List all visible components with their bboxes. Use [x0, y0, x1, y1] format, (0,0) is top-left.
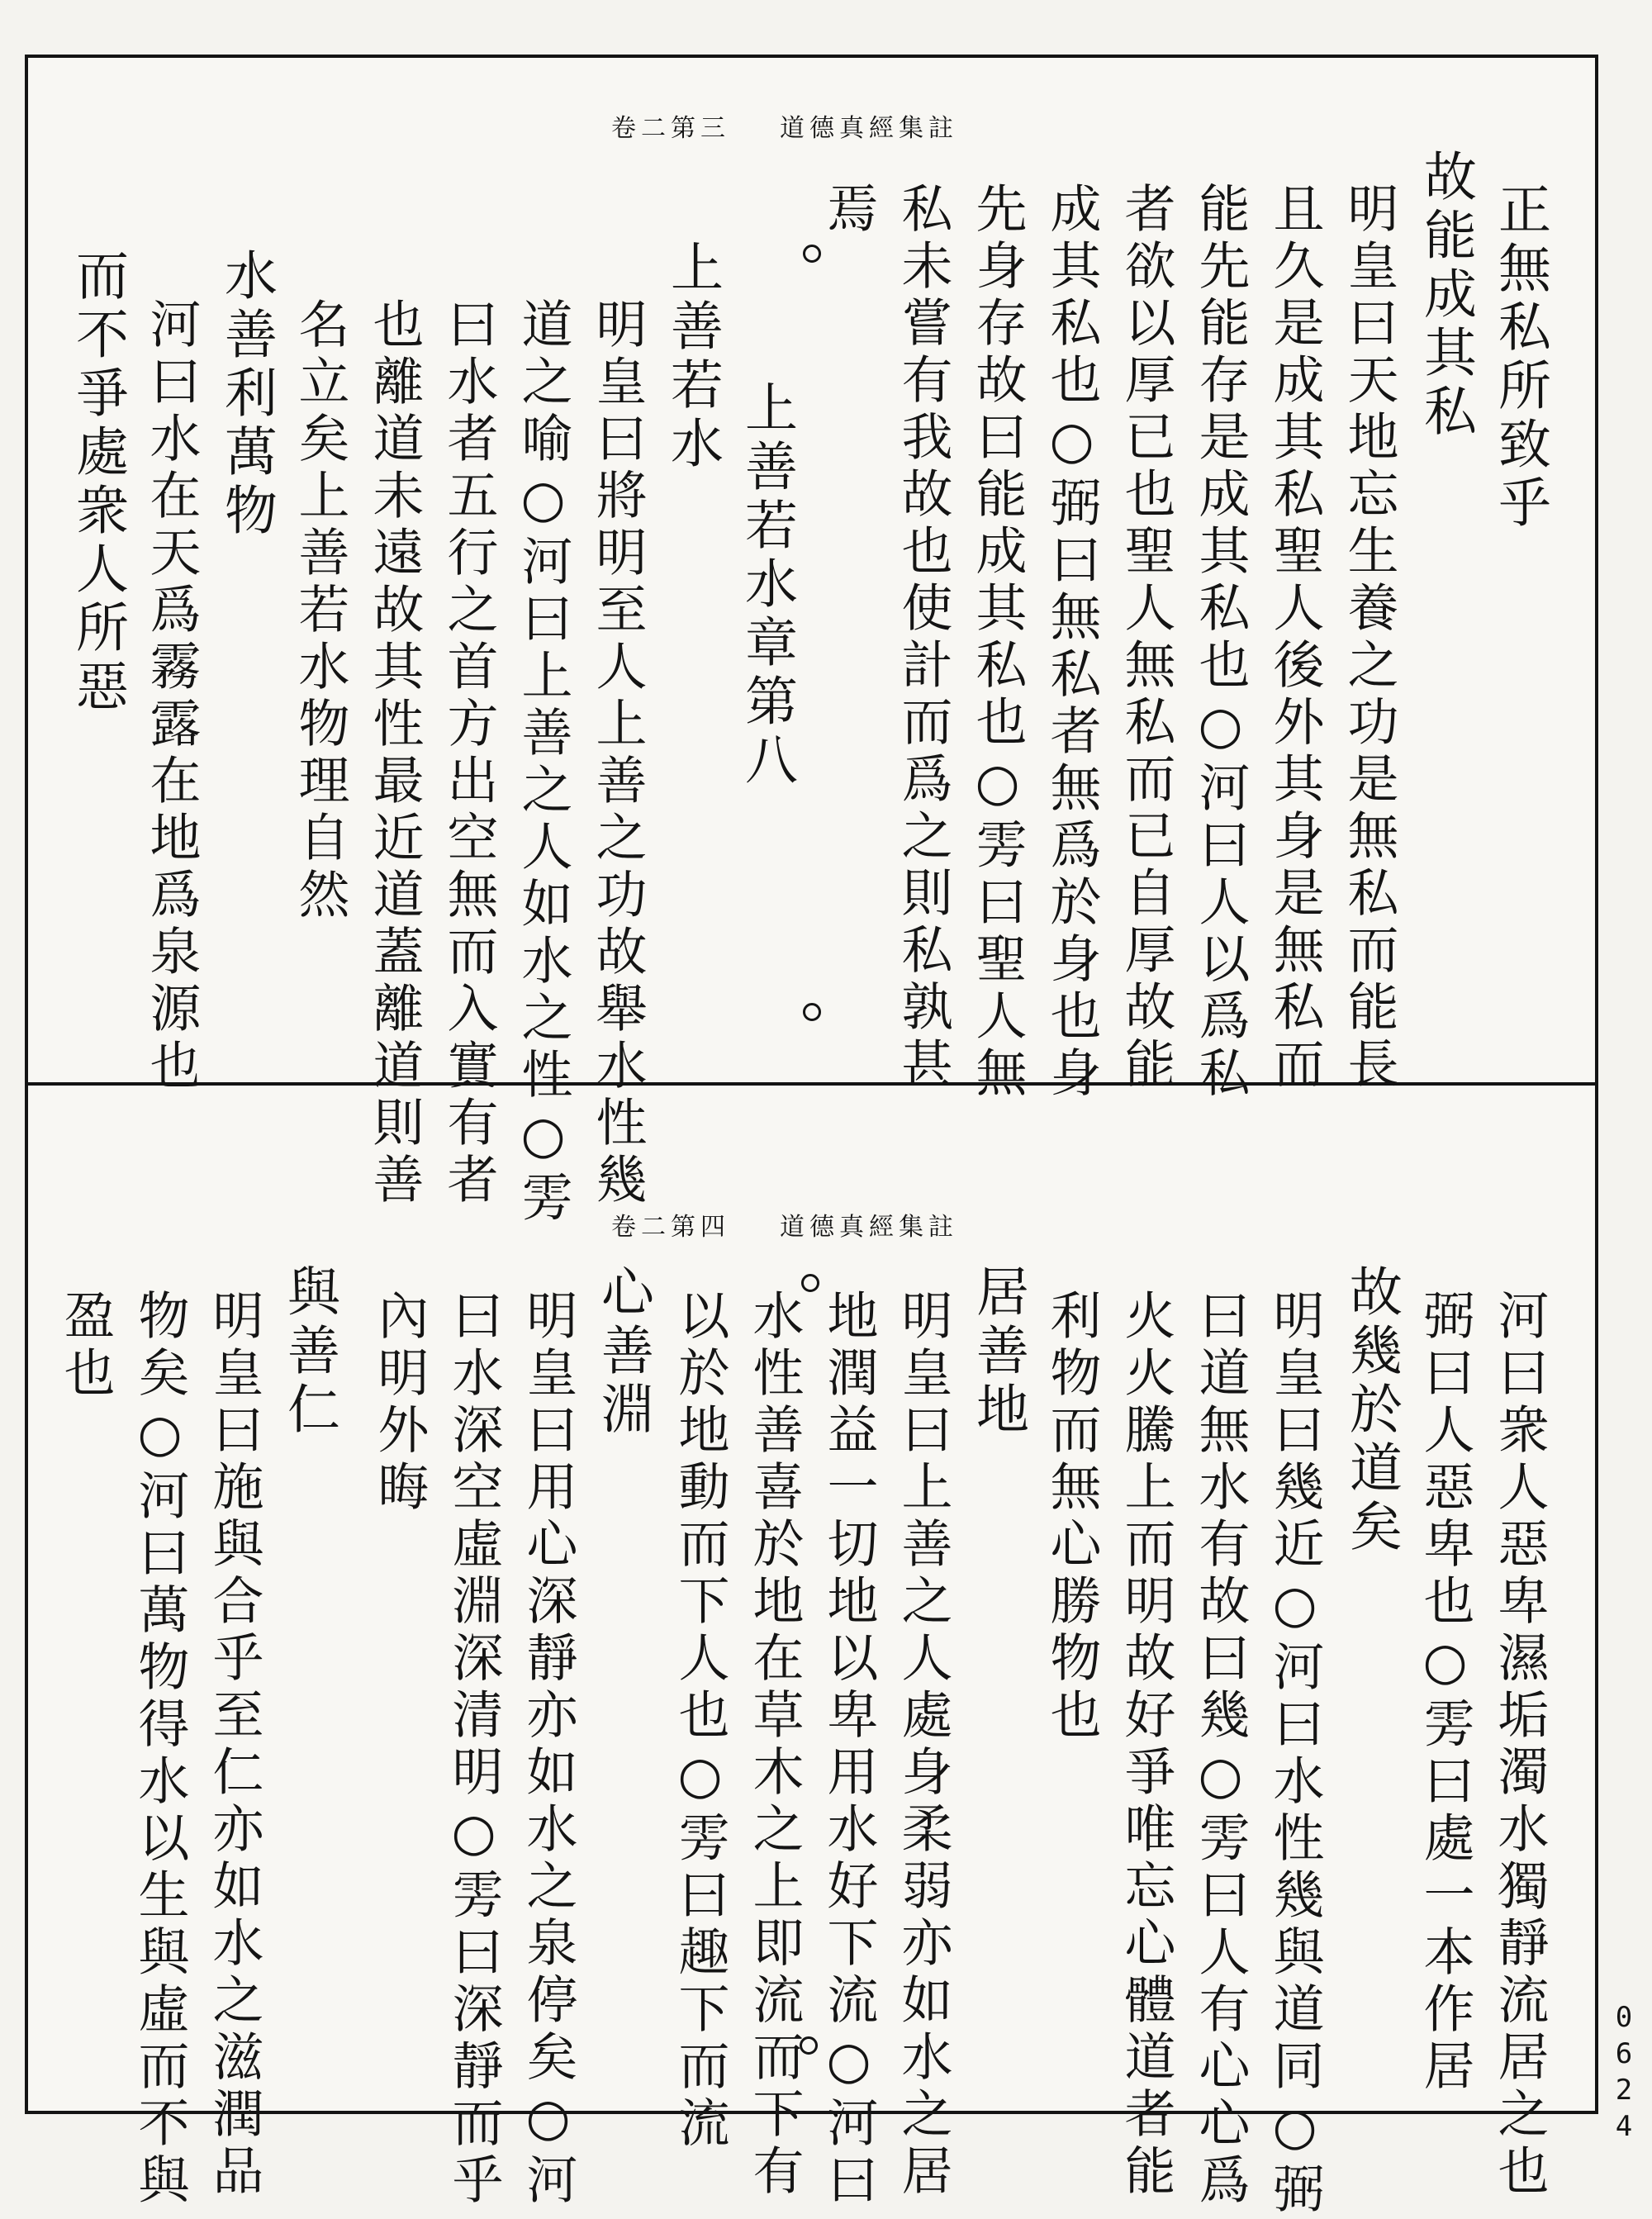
page-number-digit: 6 [1615, 2037, 1633, 2070]
bottom-col-5: 曰道無水有故曰幾○雱曰人有心心爲 [1190, 1289, 1251, 2210]
bottom-col-18: 明皇曰施與合乎至仁亦如水之滋潤品 [204, 1289, 264, 2201]
top-circle-mark [803, 245, 821, 263]
bottom-col-12: 以於地動而下人也○雱曰趣下而流 [670, 1289, 730, 2153]
bottom-col-1: 河曰衆人惡卑濕垢濁水獨靜流居之也 [1489, 1289, 1550, 2201]
top-running-header [611, 107, 958, 144]
top-col-4: 且久是成其私聖人後外其身是無私而 [1265, 182, 1325, 1094]
top-header-title: 道德真經集註 [780, 114, 958, 143]
bottom-col-6: 火火騰上而明故好爭唯忘心體道者能 [1116, 1289, 1176, 2201]
bottom-col-16: 內明外晦 [369, 1289, 430, 1517]
top-col-15: 曰水者五行之首方出空無而入實有者 [439, 297, 499, 1209]
top-col-9: 私未嘗有我故也使計而爲之則私孰甚 [893, 182, 953, 1094]
bottom-col-2: 弼曰人惡卑也○雱曰處一本作居 [1415, 1289, 1475, 2096]
top-col-12: 上善若水 [662, 240, 723, 474]
top-col-19: 河曰水在天爲霧露在地爲泉源也 [141, 297, 202, 1095]
top-col-20: 而不爭處衆人所惡 [67, 248, 128, 717]
bottom-header-title: 道德真經集註 [780, 1213, 958, 1242]
bottom-col-8: 居善地 [967, 1264, 1028, 1440]
page-number-digit: 2 [1615, 2074, 1633, 2107]
bottom-col-4: 明皇曰幾近○河曰水性幾與道同○弼 [1265, 1289, 1325, 2219]
page-number [1609, 1999, 1639, 2145]
top-col-18: 水善利萬物 [216, 248, 277, 541]
bottom-col-15: 曰水深空虛淵深清明○雱曰深靜而乎 [444, 1289, 504, 2210]
top-circle-mark [803, 1003, 821, 1021]
top-col-14: 道之喻○河曰上善之人如水之性○雱 [513, 297, 573, 1228]
top-col-16: 也離道未遠故其性最近道蓋離道則善 [364, 297, 425, 1209]
bottom-circle-mark [800, 2036, 818, 2055]
bottom-running-header [611, 1206, 958, 1243]
top-chapter-title: 上善若水章第八 [736, 380, 797, 791]
bottom-col-14: 明皇曰用心深靜亦如水之泉停矣○河 [518, 1289, 578, 2210]
bottom-col-3: 故幾於道矣 [1341, 1264, 1402, 1557]
bottom-col-9: 明皇曰上善之人處身柔弱亦如水之居 [893, 1289, 953, 2201]
top-col-17: 名立矣上善若水物理自然 [290, 297, 350, 924]
top-col-2: 故能成其私 [1415, 149, 1476, 442]
bottom-col-17: 與善仁 [278, 1264, 339, 1440]
bottom-col-11: 水性善喜於地在草木之上即流而下有 [744, 1289, 805, 2201]
bottom-col-19: 物矣○河曰萬物得水以生與虛而不與 [130, 1289, 190, 2210]
bottom-circle-mark [801, 1274, 819, 1292]
top-col-3: 明皇曰天地忘生養之功是無私而能長 [1339, 182, 1399, 1094]
top-col-7: 成其私也○弼曰無私者無爲於身也身 [1042, 182, 1102, 1103]
top-col-13: 明皇曰將明至人上善之功故舉水性幾 [587, 297, 648, 1209]
page-number-digit: 0 [1615, 2001, 1633, 2034]
top-col-10: 焉 [819, 182, 879, 239]
bottom-header-volume: 卷二第四 [611, 1213, 730, 1242]
bottom-col-10: 地潤益一切地以卑用水好下流○河曰 [819, 1289, 879, 2210]
bottom-col-20: 盈也 [55, 1289, 116, 1403]
top-col-6: 者欲以厚已也聖人無私而已自厚故能 [1116, 182, 1176, 1094]
top-col-1: 正無私所致乎 [1489, 182, 1550, 534]
top-header-volume: 卷二第三 [611, 114, 730, 143]
top-col-8: 先身存故曰能成其私也○雱曰聖人無 [967, 182, 1028, 1103]
bottom-col-13: 心善淵 [592, 1264, 653, 1440]
page-number-digit: 4 [1615, 2110, 1633, 2143]
bottom-col-7: 利物而無心勝物也 [1042, 1289, 1102, 1745]
top-col-5: 能先能存是成其私也○河曰人以爲私 [1190, 182, 1251, 1103]
